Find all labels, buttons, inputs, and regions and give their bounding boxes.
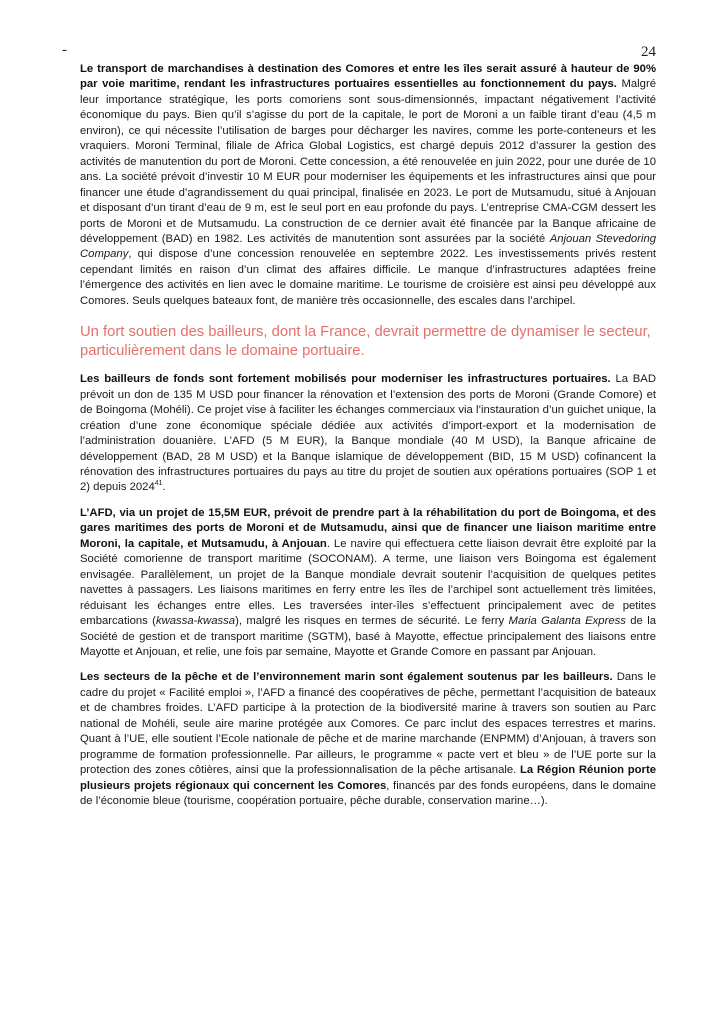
ferry-name: Maria Galanta Express — [508, 615, 626, 628]
paragraph-lead: Les secteurs de la pêche et de l’environnement marin sont également soutenus par les bailleurs. — [80, 671, 613, 684]
paragraph-lead: Le transport de marchandises à destination des Comores et entre les îles serait assuré à hauteur de 90% par voie maritime, rendant les infrastructures portuaires essentielles au fonctionnement du pays. — [80, 63, 656, 91]
paragraph-text: Malgré leur importance stratégique, les ports comoriens sont sous-dimensionnés, impactant négativement l’activité économique du pays. Bien qu’il s’agisse du port de la capitale, le port de Moroni a un faible tirant d’eau (4,5 m environ), ce qui nécessite l’utilisation de barges pour décharger les navires, comme les porte-conteneurs et les vraquiers. Moroni Terminal, filiale de Africa Global Logistics, est chargé depuis 2012 d’assurer la gestion des activités de manutention du port de Moroni. Cette concession, a été renouvelée en juin 2022, pour une durée de 10 ans. La société prévoit d’investir 10 M EUR pour moderniser les équipements et les infrastructures ainsi que pour financer une étude d’agrandissement du quai principal, finalisée en 2023. Le port de Mutsamudu, situé à Anjouan et disposant d’un tirant d’eau de 9 m, est le seul port en eau profonde du pays. L’entreprise CMA-CGM dessert les ports de Moroni et de Mutsamudu. La construction de ce dernier avait été financée par la Banque africaine de développement (BAD) en 1982. Les activités de manutention sont assurées par la société — [80, 78, 656, 245]
page-header — [62, 42, 656, 60]
paragraph-text: ), malgré les risques en termes de sécurité. Le ferry — [235, 615, 509, 628]
paragraph-ports-transport — [80, 62, 656, 309]
paragraph-text: , qui dispose d’une concession renouvelée en septembre 2022. Les investissements privés restent cependant limités en raison d’un climat des affaires difficile. Le manque d’infrastructures adaptées freine l’émergence des activités en lien avec le domaine maritime. Le tourisme de croisière est ainsi peu développé aux Comores. Seuls quelques bateaux font, de manière très occasionnelle, des escales dans l’archipel. — [80, 248, 656, 307]
paragraph-afd-project — [80, 506, 656, 661]
paragraph-text: La BAD prévoit un don de 135 M USD pour financer la rénovation et l’extension des ports de Moroni (Grande Comore) et de Boingoma (Mohéli). Ce projet vise à faciliter les échanges commerciaux via l’instauration d’un guichet unique, la création d’une zone économique spéciale dédiée aux activités d’import-export et la modernisation de l’administration douanière. L’AFD (5 M EUR), la Banque mondiale (40 M USD), la Banque africaine de développement (BAD, 28 M USD) et la Banque islamique de développement (BID, 15 M USD) cofinancent la rénovation des infrastructures portuaires du pays au titre du projet de soutien aux opérations portuaires (SOP 1 et 2) depuis 2024 — [80, 373, 656, 494]
boat-type: kwassa-kwassa — [155, 615, 236, 628]
paragraph-emphasis: La Région Réunion porte plusieurs projets régionaux qui concernent les Comores — [80, 764, 656, 792]
footnote-ref: 41 — [154, 480, 163, 488]
page-number: 24 — [641, 44, 656, 60]
section-heading: Un fort soutien des bailleurs, dont la France, devrait permettre de dynamiser le secteur, particulièrement dans le domaine portuaire. — [80, 324, 651, 359]
document-body — [80, 62, 656, 809]
paragraph-text: Dans le cadre du projet « Facilité emploi », l’AFD a financé des coopératives de pêche, permettant l’acquisition de bateaux et de chambres froides. L’AFD participe à la protection de la biodiversité marine à travers son soutien au Parc national de Mohéli, seule aire marine protégée aux Comores. Ce parc inclut des espaces terrestres et marins. Quant à l’UE, elle soutient l’Ecole nationale de pêche et de marine marchande (ENPMM) d’Anjouan, à travers son programme de formation professionnelle. Par ailleurs, le programme « pacte vert et bleu » de l’UE porte sur la protection des zones côtières, ainsi que la professionnalisation de la pêche artisanale. — [80, 671, 656, 777]
paragraph-text: . Le navire qui effectuera cette liaison devrait être exploité par la Société comorienne de transport maritime (SOCONAM). A terme, une liaison vers Boingoma est également envisagée. Parallèlement, un projet de la Banque mondiale devrait soutenir l’acquisition de quelques petites navettes à passagers. Les liaisons maritimes en ferry entre les îles de l’archipel sont actuellement très limitées, réduisant les échanges entre elles. Les traversées inter-îles s’effectuent principalement avec de petites embarcations ( — [80, 537, 656, 628]
paragraph-text: de la Société de gestion et de transport maritime (SGTM), basé à Mayotte, effectue principalement des liaisons entre Mayotte et Anjouan, et relie, une fois par semaine, Mayotte et Grande Comore en passant par Anjouan. — [80, 615, 657, 658]
paragraph-donors — [80, 372, 656, 496]
paragraph-lead: Les bailleurs de fonds sont fortement mobilisés pour moderniser les infrastructures portuaires. — [80, 373, 611, 386]
paragraph-text: . — [162, 481, 166, 494]
paragraph-lead: L’AFD, via un projet de 15,5M EUR, prévoit de prendre part à la réhabilitation du port de Boingoma, et des gares maritimes des ports de Moroni et de Mutsamudu, ainsi que de financer une liaison maritime entre Moroni, la capitale, et Mutsamudu, à Anjouan — [80, 506, 656, 550]
company-name: Anjouan Stevedoring Company — [80, 232, 657, 261]
header-dash: - — [62, 42, 67, 58]
paragraph-text: , financés par des fonds européens, dans le domaine de l’économie bleue (tourisme, coopération portuaire, pêche durable, conservation marine…). — [80, 779, 656, 808]
paragraph-fisheries — [80, 670, 656, 809]
